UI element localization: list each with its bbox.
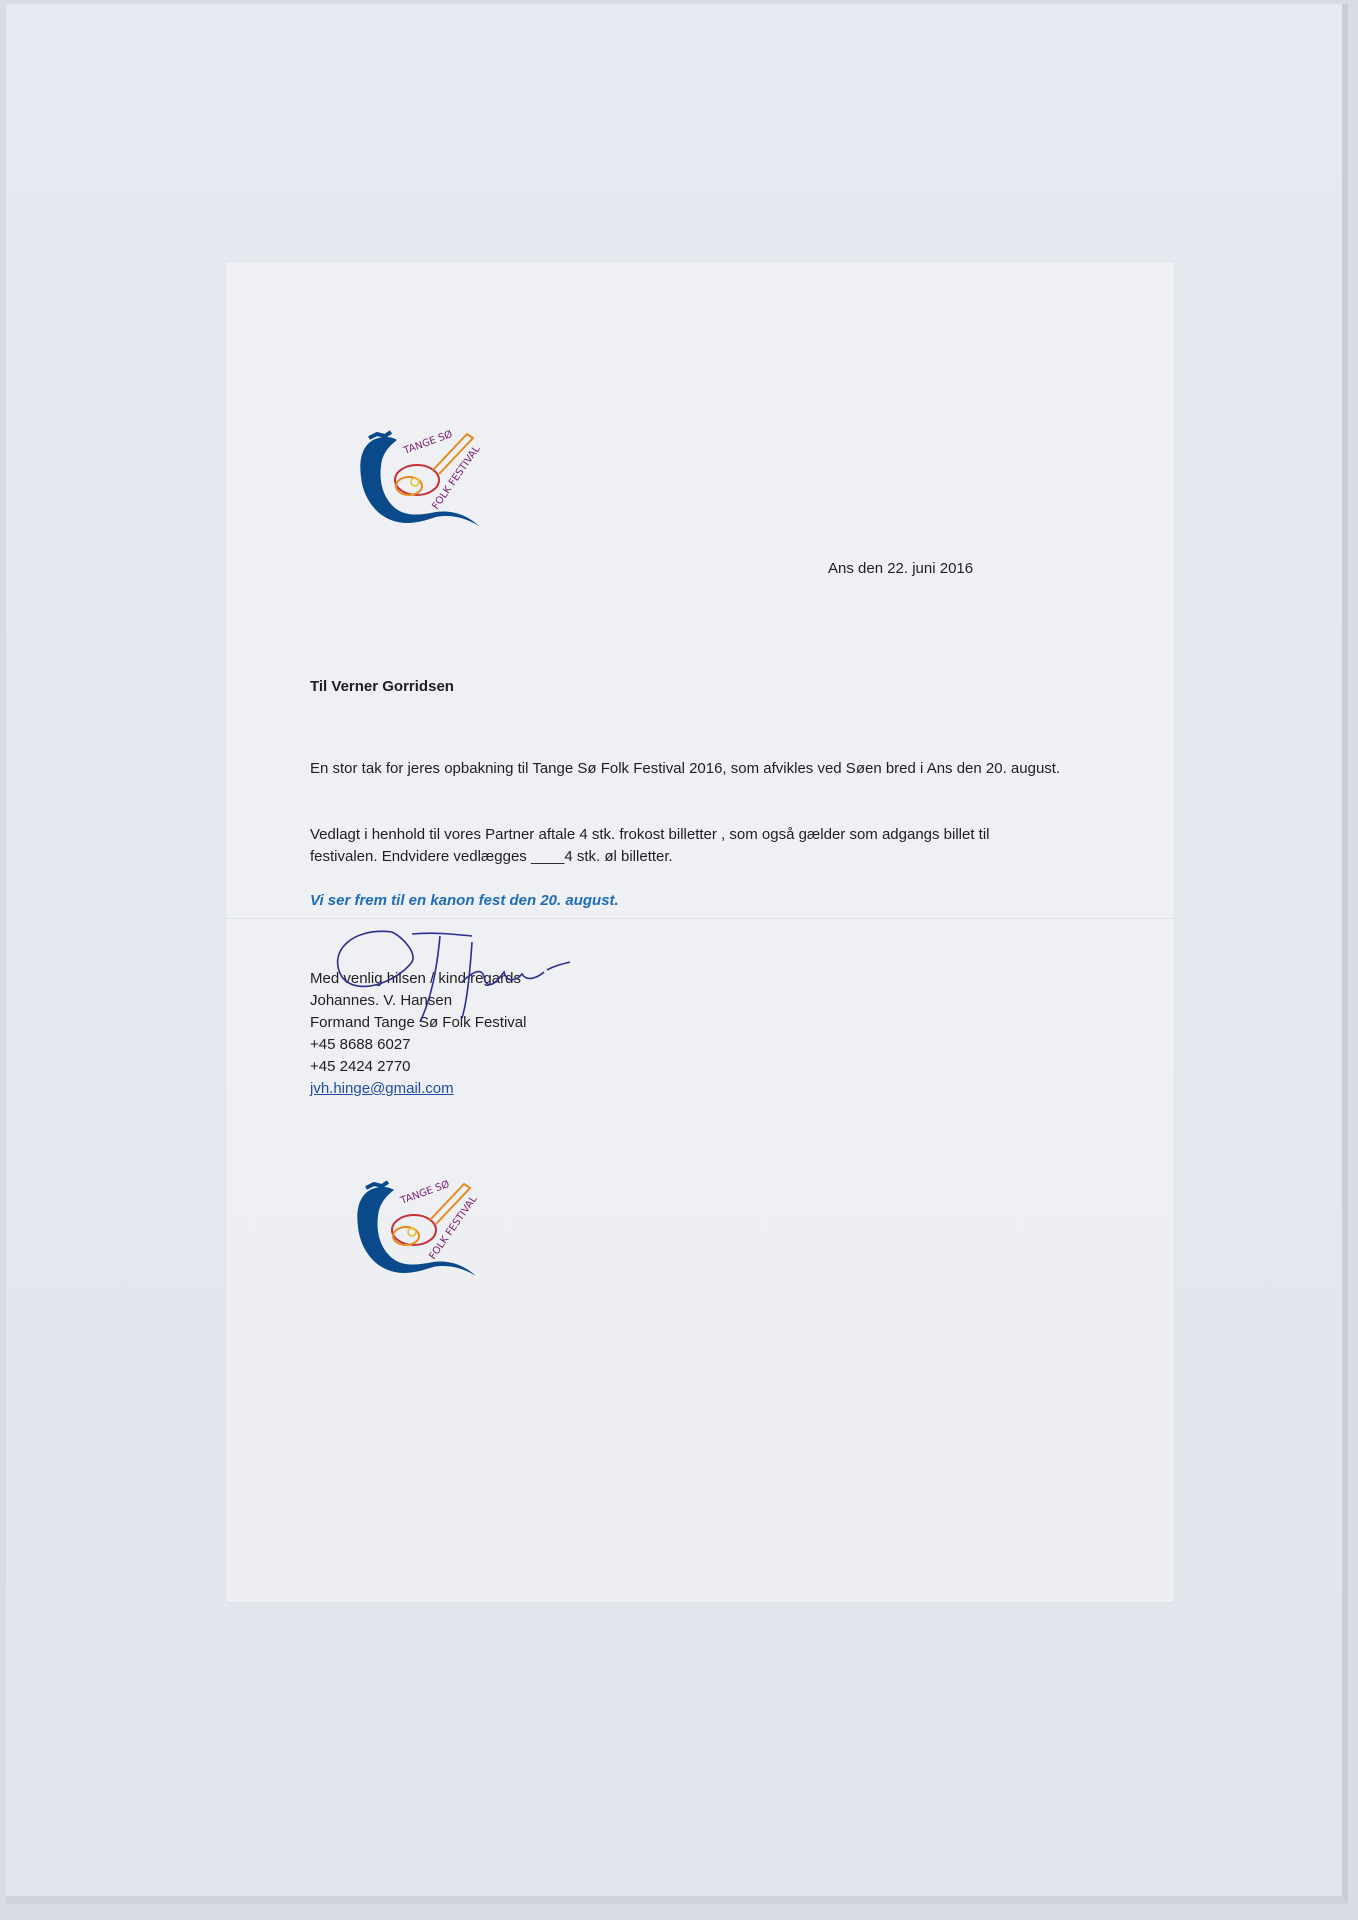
phone-1: +45 8688 6027 xyxy=(310,1036,411,1053)
handwritten-signature xyxy=(322,922,582,1032)
sender-name: Johannes. V. Hansen xyxy=(310,992,453,1009)
sender-title: Formand Tange Sø Folk Festival xyxy=(310,1014,527,1031)
letter-sheet xyxy=(226,262,1174,1602)
festival-logo-bottom xyxy=(348,1172,508,1292)
letter-paragraph-2 xyxy=(310,824,1070,868)
folder-background xyxy=(6,4,1348,1904)
letter-recipient: Til Verner Gorridsen xyxy=(310,678,454,695)
paragraph-2-line-1: Vedlagt i henhold til vores Partner aftale 4 stk. frokost billetter , som også gælder som adgangs billet til xyxy=(310,826,990,843)
fold-line xyxy=(226,918,1174,919)
logo-text-top: TANGE SØ xyxy=(402,428,455,457)
letter-highlight: Vi ser frem til en kanon fest den 20. august. xyxy=(310,892,619,909)
greeting: Med venlig hilsen / kind regards xyxy=(310,970,521,987)
paragraph-2-line-2: festivalen. Endvidere vedlægges ____4 stk. øl billetter. xyxy=(310,848,673,865)
logo-text-top-2: TANGE SØ xyxy=(399,1178,452,1207)
letter-paragraph-1: En stor tak for jeres opbakning til Tange Sø Folk Festival 2016, som afvikles ved Søen bred i Ans den 20. august. xyxy=(310,760,1061,777)
email-link[interactable]: jvh.hinge@gmail.com xyxy=(310,1080,454,1097)
logo-text-bottom: FOLK FESTIVAL xyxy=(430,443,483,512)
phone-2: +45 2424 2770 xyxy=(310,1058,411,1075)
festival-logo-top xyxy=(351,422,511,542)
letter-date: Ans den 22. juni 2016 xyxy=(828,560,974,577)
logo-text-bottom-2: FOLK FESTIVAL xyxy=(427,1193,480,1262)
